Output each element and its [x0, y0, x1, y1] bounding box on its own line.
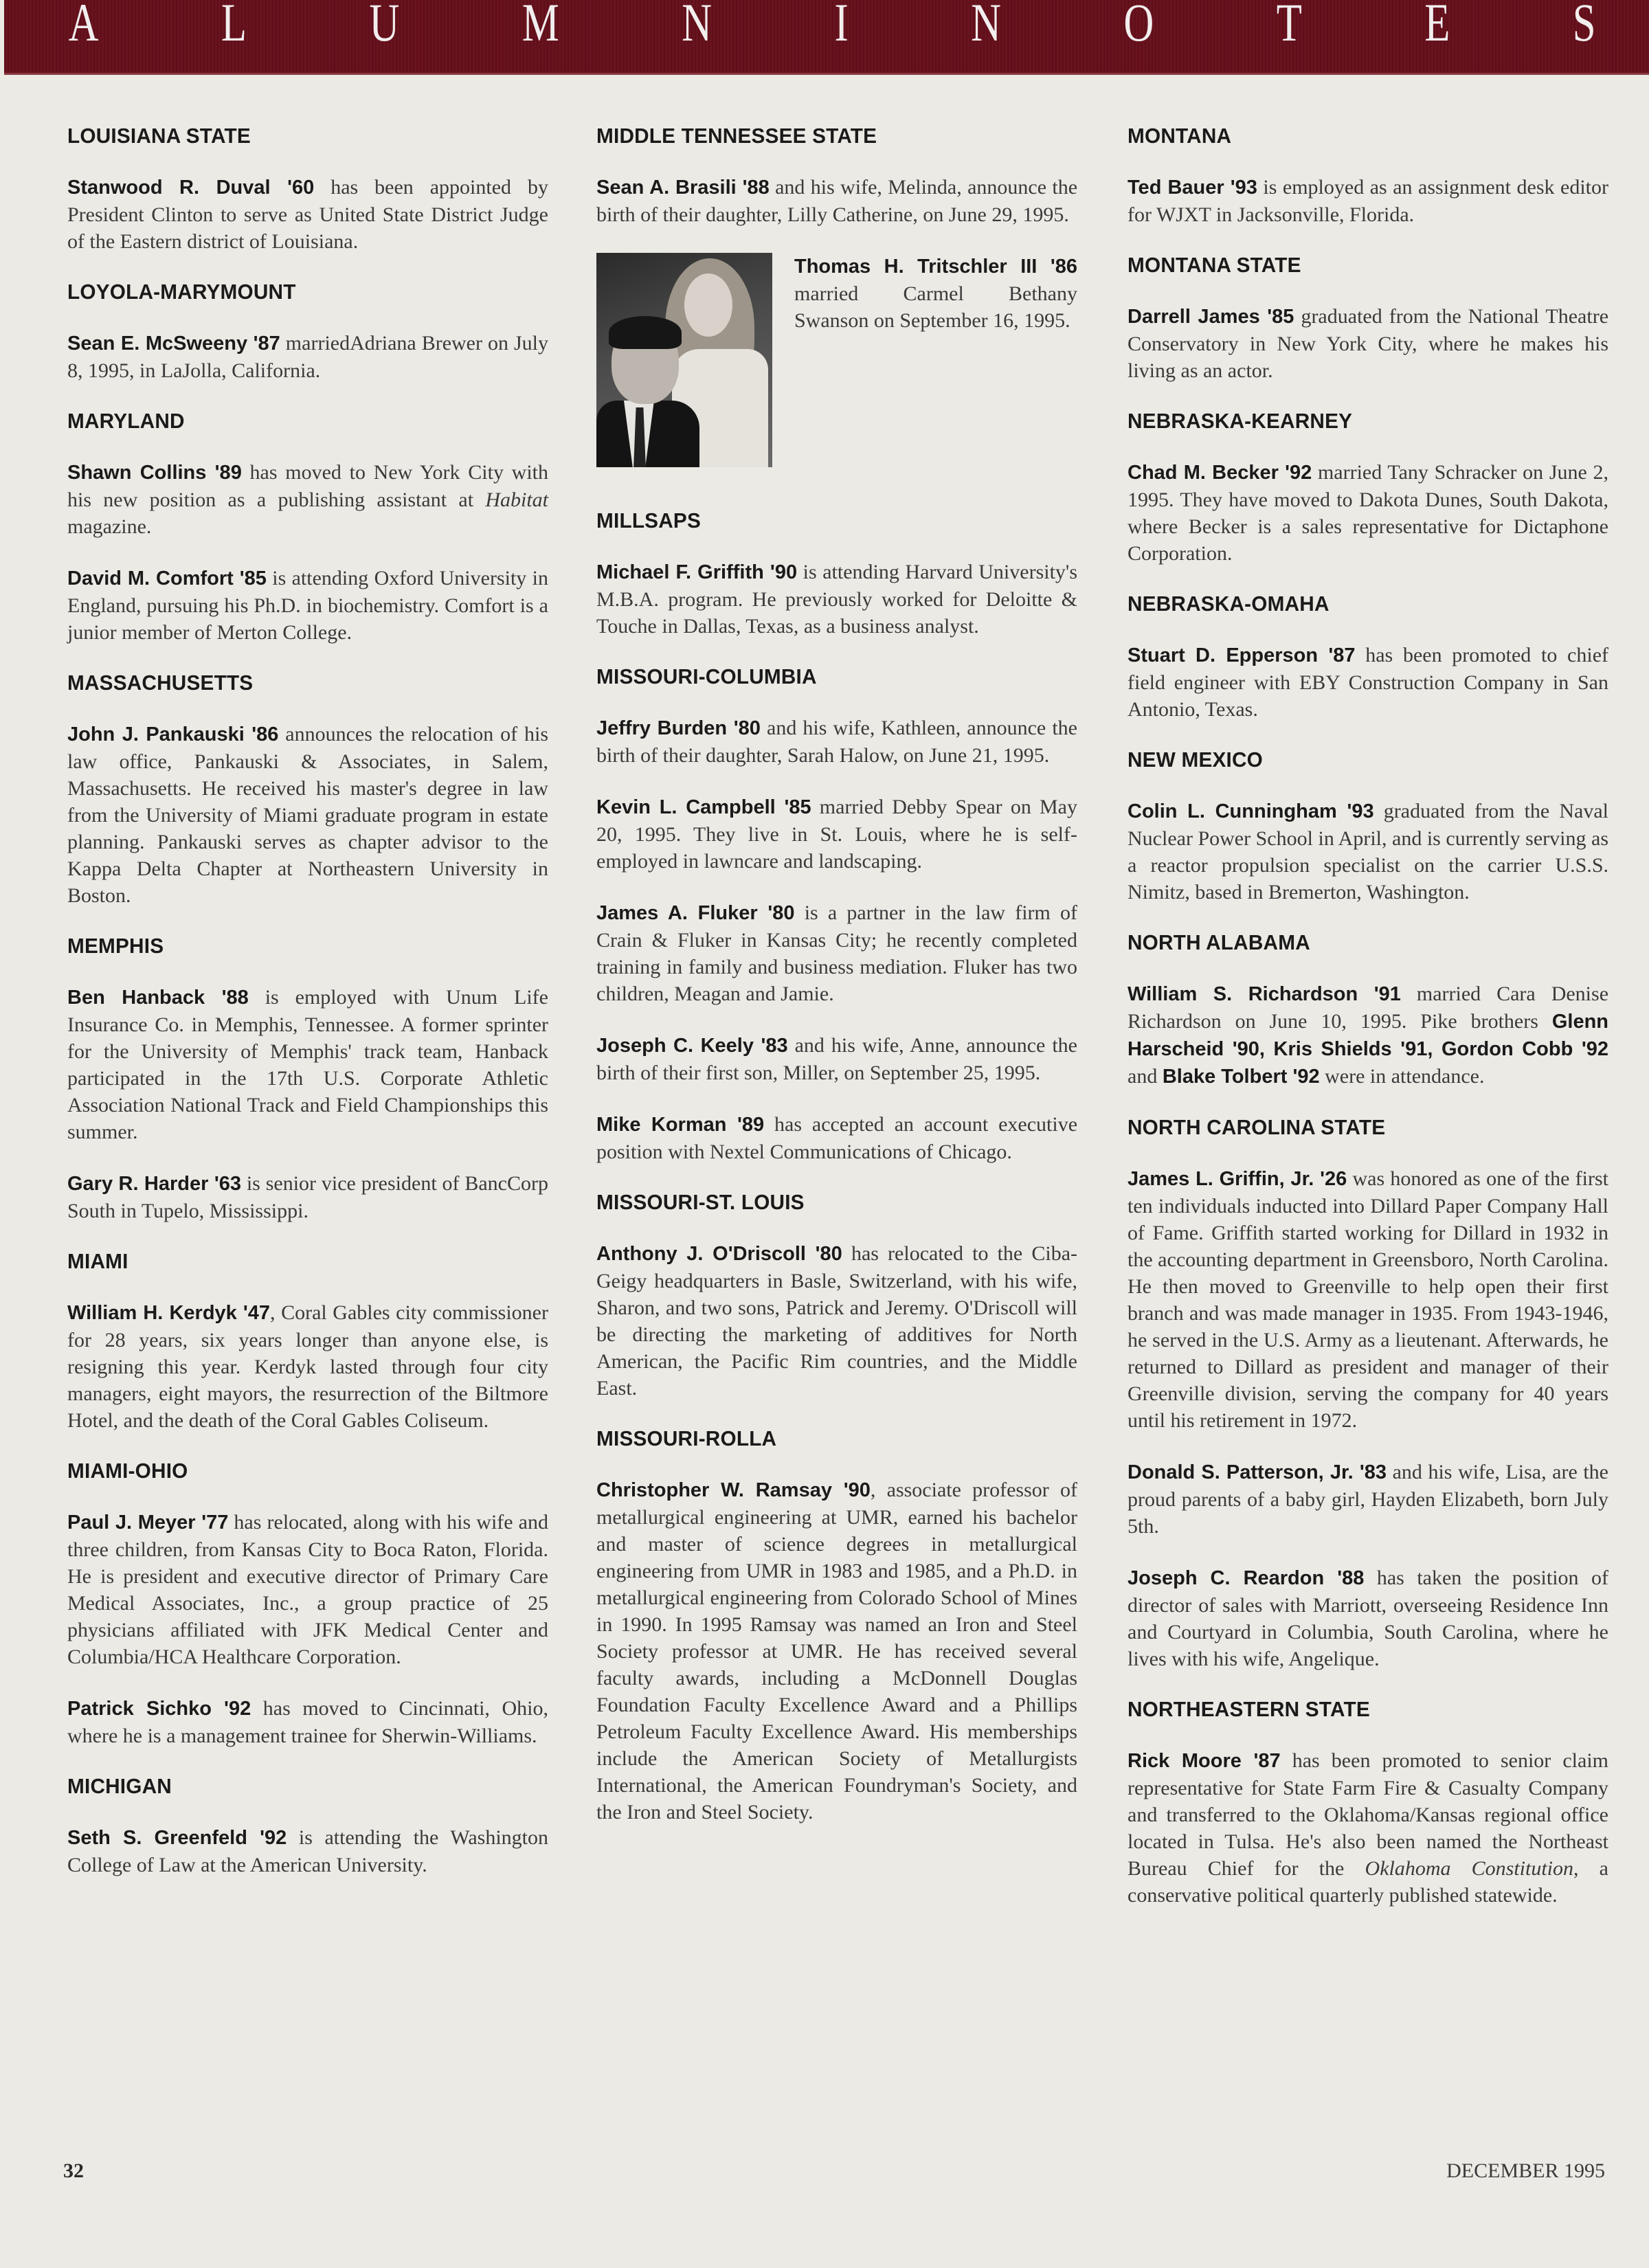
entry-text: graduated from the National Theatre Conservatory in New York City, where he makes his living as an actor.	[1128, 305, 1609, 382]
entry-text: announces the relocation of his law office, Pankauski & Associates, in Salem, Massachusetts. He received his master's degree in law from the University of Miami graduate program in estate planning. Pankauski serves as chapter advisor to the Kappa Delta Chapter at Northeastern University in Boston.	[67, 723, 548, 907]
alumni-name: William S. Richardson '91	[1128, 983, 1401, 1005]
entry-text: has relocated, along with his wife and three children, from Kansas City to Boca Raton, Florida. He is president and executive director of Primary Care Medical Associates, Inc., a group practice of 25 physicians affiliated with JFK Medical Center and Columbia/HCA Healthcare Corporation.	[67, 1511, 548, 1668]
alumni-name: Thomas H. Tritschler III '86	[794, 256, 1077, 278]
school-heading: MICHIGAN	[67, 1774, 172, 1798]
entry-text: has relocated to the Ciba-Geigy headquarters in Basle, Switzerland, with his wife, Sharon, and two sons, Patrick and Jeremy. O'Driscoll will be directing the marketing of additives for North American, the Pacific Rim countries, and the Middle East.	[596, 1242, 1077, 1400]
school-section	[67, 1774, 548, 1878]
alumni-entry	[596, 1240, 1077, 1402]
school-heading: NEBRASKA-OMAHA	[1128, 592, 1330, 616]
school-section	[596, 508, 1077, 640]
school-section	[67, 1249, 548, 1434]
entry-text: married Cara Denise Richardson on June 10, 1995. Pike brothers	[1128, 983, 1609, 1033]
entry-text: has been appointed by President Clinton to serve as United State District Judge of the Eastern district of Louisiana.	[67, 176, 549, 253]
school-heading: NEBRASKA-KEARNEY	[1128, 409, 1353, 433]
banner-letter: A	[68, 0, 99, 52]
alumni-entry	[67, 565, 548, 646]
column-2	[596, 124, 1077, 1850]
school-heading: MISSOURI-ROLLA	[596, 1426, 777, 1450]
alumni-name: Darrell James '85	[1128, 306, 1294, 328]
alumni-name: Mike Korman '89	[596, 1114, 765, 1136]
school-section	[67, 934, 548, 1224]
school-section	[67, 124, 548, 255]
alumni-name: James L. Griffin, Jr. '26	[1128, 1168, 1347, 1190]
alumni-entry	[596, 559, 1077, 640]
alumni-name: Sean A. Brasili '88	[596, 177, 770, 199]
school-section	[596, 1426, 1077, 1826]
entry-text: was honored as one of the first ten individuals inducted into Dillard Paper Company Hall of Fame. Griffith started working for Dillard in 1932 in the accounting department in Greensboro, North Carolina. He then moved to Greenville to help open their first branch and was made manager in 1935. From 1943-1946, he served in the U.S. Army as a lieutenant. Afterwards, he returned to Dillard as president and manager of their Greenville division, serving the company for 40 years until his retirement in 1972.	[1128, 1167, 1609, 1432]
alumni-entry	[67, 1170, 548, 1224]
alumni-entry	[67, 330, 548, 384]
school-section	[1128, 1697, 1608, 1909]
entry-text: , Coral Gables city commissioner for 28 years, six years longer than anyone else, is resigning this year. Kerdyk lasted through four city managers, eight mayors, the resurrection of the Biltmore Hotel, and the death of the Coral Gables Coliseum.	[67, 1301, 548, 1432]
alumni-name: Michael F. Griffith '90	[596, 561, 798, 583]
school-heading: NORTH ALABAMA	[1128, 930, 1310, 954]
banner-letter: U	[369, 0, 400, 52]
alumni-entry	[1128, 1564, 1608, 1672]
school-section	[596, 664, 1077, 1165]
school-section	[1128, 1115, 1608, 1672]
alumni-name: Colin L. Cunningham '93	[1128, 800, 1374, 822]
school-heading: MIAMI	[67, 1249, 128, 1273]
entry-text: were in attendance.	[1319, 1065, 1485, 1088]
school-section	[1128, 124, 1608, 228]
alumni-entry	[1128, 174, 1608, 228]
banner-letter: E	[1424, 0, 1450, 52]
alumni-entry	[596, 1477, 1077, 1826]
entry-text: has taken the position of director of sales with Marriott, overseeing Residence Inn and Courtyard in Columbia, South Carolina, where he lives with his wife, Angelique.	[1128, 1567, 1609, 1670]
entry-text: is attending Harvard University's M.B.A. program. He previously worked for Deloitte & Touche in Dallas, Texas, as a business analyst.	[596, 561, 1077, 638]
school-section	[67, 280, 548, 384]
entry-text: magazine.	[67, 515, 152, 538]
couple-photo	[596, 253, 772, 467]
alumni-entry	[596, 794, 1077, 875]
school-heading: MISSOURI-COLUMBIA	[596, 664, 817, 688]
school-heading: MIDDLE TENNESSEE STATE	[596, 124, 877, 148]
banner-title	[4, 0, 1612, 52]
school-heading: LOYOLA-MARYMOUNT	[67, 280, 296, 304]
banner-letter: N	[682, 0, 713, 52]
entry-text: is attending Oxford University in England, pursuing his Ph.D. in biochemistry. Comfort is a junior member of Merton College.	[67, 567, 548, 644]
school-heading: NORTHEASTERN STATE	[1128, 1697, 1370, 1721]
alumni-name: Sean E. McSweeny '87	[67, 333, 280, 355]
column-1	[67, 124, 548, 1903]
entry-text: and his wife, Kathleen, announce the birth of their daughter, Sarah Halow, on June 21, 1995.	[596, 717, 1077, 767]
entry-text: graduated from the Naval Nuclear Power School in April, and is currently serving as a reactor propulsion specialist on the carrier U.S.S. Nimitz, based in Bremerton, Washington.	[1128, 800, 1608, 903]
alumni-name: James A. Fluker '80	[596, 902, 795, 924]
school-section	[596, 124, 1077, 228]
alumni-name: Anthony J. O'Driscoll '80	[596, 1243, 842, 1265]
alumni-entry: Thomas H. Tritschler III '86 married Carmel Bethany Swanson on September 16, 1995.	[794, 256, 1077, 332]
section-banner	[4, 0, 1649, 73]
alumni-entry	[596, 1032, 1077, 1086]
alumni-entry	[1128, 642, 1608, 723]
school-heading: LOUISIANA STATE	[67, 124, 251, 148]
alumni-entry	[1128, 1165, 1608, 1434]
school-heading: NORTH CAROLINA STATE	[1128, 1115, 1386, 1139]
alumni-entry	[1128, 798, 1608, 906]
entry-text: is senior vice president of BancCorp South in Tupelo, Mississippi.	[67, 1172, 548, 1222]
alumni-name: David M. Comfort '85	[67, 568, 267, 590]
photo-entry	[596, 253, 1077, 467]
alumni-name: Glenn Harscheid '90, Kris Shields '91, Gordon Cobb '92	[1128, 1011, 1608, 1060]
alumni-entry	[596, 715, 1077, 769]
alumni-name: Seth S. Greenfeld '92	[67, 1827, 287, 1849]
entry-text: married Debby Spear on May 20, 1995. They live in St. Louis, where he is self-employed in lawncare and landscaping.	[596, 796, 1077, 873]
alumni-name: Chad M. Becker '92	[1128, 462, 1312, 484]
banner-letter: O	[1123, 0, 1154, 52]
alumni-entry	[67, 1824, 548, 1878]
entry-text: is employed with Unum Life Insurance Co. in Memphis, Tennessee. A former sprinter for the University of Memphis' track team, Hanback participated in the 17th U.S. Corporate Athletic Association National Track and Field Championships this summer.	[67, 986, 548, 1143]
entry-text: marriedAdriana Brewer on July 8, 1995, in LaJolla, California.	[67, 332, 548, 382]
entry-text: and his wife, Anne, announce the birth of their first son, Miller, on September 25, 1995.	[596, 1034, 1077, 1084]
school-heading: NEW MEXICO	[1128, 748, 1264, 772]
banner-letter: I	[834, 0, 849, 52]
entry-text: has been promoted to senior claim representative for State Farm Fire & Casualty Company and transferred to the Oklahoma/Kansas regional office located in Tulsa. He's also been named the Northeast Bureau Chief for the	[1128, 1749, 1608, 1880]
alumni-name: William H. Kerdyk '47	[67, 1302, 271, 1324]
alumni-entry	[67, 721, 548, 909]
school-heading: MONTANA STATE	[1128, 253, 1301, 277]
publication-title: Habitat	[485, 489, 548, 511]
banner-letter: T	[1276, 0, 1302, 52]
alumni-name: Ben Hanback '88	[67, 987, 249, 1009]
entry-text: married Tany Schracker on June 2, 1995. They have moved to Dakota Dunes, South Dakota, where Becker is a sales representative for Dictaphone Corporation.	[1128, 461, 1609, 565]
alumni-entry	[67, 174, 548, 255]
school-heading: MISSOURI-ST. LOUIS	[596, 1190, 805, 1214]
banner-letter: N	[971, 0, 1002, 52]
banner-letter: S	[1572, 0, 1596, 52]
alumni-entry	[1128, 1747, 1608, 1909]
alumni-name: Christopher W. Ramsay '90	[596, 1479, 871, 1501]
alumni-name: Blake Tolbert '92	[1162, 1066, 1320, 1088]
school-heading: MIAMI-OHIO	[67, 1459, 188, 1483]
banner-letter: M	[521, 0, 559, 52]
entry-text: is attending the Washington College of Law at the American University.	[67, 1826, 548, 1876]
school-heading: MEMPHIS	[67, 934, 164, 958]
school-section	[67, 671, 548, 909]
alumni-entry	[596, 899, 1077, 1007]
alumni-entry	[67, 1509, 548, 1670]
entry-text: and his wife, Melinda, announce the birth of their daughter, Lilly Catherine, on June 29, 1995.	[596, 176, 1078, 226]
alumni-name: Kevin L. Campbell '85	[596, 796, 811, 818]
school-section	[1128, 748, 1608, 906]
school-section	[1128, 409, 1608, 567]
alumni-name: Gary R. Harder '63	[67, 1173, 241, 1195]
alumni-entry	[67, 1695, 548, 1749]
issue-date: DECEMBER 1995	[1446, 2159, 1605, 2182]
school-heading: MARYLAND	[67, 409, 185, 433]
entry-text: has moved to Cincinnati, Ohio, where he is a management trainee for Sherwin-Williams.	[67, 1697, 548, 1747]
alumni-entry	[596, 174, 1077, 228]
alumni-entry	[1128, 980, 1608, 1090]
school-heading: MILLSAPS	[596, 508, 701, 532]
school-heading: MONTANA	[1128, 124, 1232, 148]
entry-text: has been promoted to chief field engineer with EBY Construction Company in San Antonio, Texas.	[1128, 644, 1608, 721]
school-section	[1128, 253, 1608, 384]
entry-text: , a conservative political quarterly published statewide.	[1128, 1857, 1608, 1907]
alumni-entry	[596, 1111, 1077, 1165]
publication-title: Oklahoma Constitution	[1365, 1857, 1574, 1880]
alumni-name: Rick Moore '87	[1128, 1750, 1281, 1772]
column-3	[1128, 124, 1608, 1933]
alumni-name: Joseph C. Reardon '88	[1128, 1567, 1365, 1589]
school-section	[596, 1190, 1077, 1402]
page-number: 32	[63, 2159, 84, 2182]
alumni-entry	[1128, 459, 1608, 567]
school-section	[1128, 930, 1608, 1090]
alumni-name: Stuart D. Epperson '87	[1128, 644, 1356, 666]
entry-text: and his wife, Lisa, are the proud parents of a baby girl, Hayden Elizabeth, born July 5th.	[1128, 1461, 1608, 1538]
alumni-name: John J. Pankauski '86	[67, 723, 279, 745]
alumni-name: Patrick Sichko '92	[67, 1698, 251, 1720]
entry-text: has moved to New York City with his new position as a publishing assistant at	[67, 461, 548, 511]
entry-text: has accepted an account executive position with Nextel Communications of Chicago.	[596, 1113, 1078, 1163]
entry-text: is employed as an assignment desk editor for WJXT in Jacksonville, Florida.	[1128, 176, 1608, 226]
alumni-entry	[1128, 1459, 1608, 1540]
entry-text: , associate professor of metallurgical engineering at UMR, earned his bachelor and master of science degrees in metallurgical engineering from UMR in 1983 and 1985, and a Ph.D. in metallurgical engineering from Colorado School of Mines in 1990. In 1995 Ramsay was named an Iron and Steel Society professor at UMR. He has received several faculty awards, including a McDonnell Douglas Foundation Faculty Excellence Award and a Phillips Petroleum Faculty Excellence Award. His memberships include the American Society of Metallurgists International, the American Foundryman's Society, and the Iron and Steel Society.	[596, 1479, 1077, 1823]
alumni-name: Paul J. Meyer '77	[67, 1512, 229, 1534]
entry-text: is a partner in the law firm of Crain & Fluker in Kansas City; he recently completed training in family and business mediation. Fluker has two children, Meagan and Jamie.	[596, 901, 1077, 1005]
banner-letter: L	[221, 0, 247, 52]
alumni-name: Donald S. Patterson, Jr. '83	[1128, 1461, 1387, 1483]
alumni-entry	[67, 984, 548, 1145]
school-section	[1128, 592, 1608, 723]
alumni-name: Shawn Collins '89	[67, 462, 242, 484]
school-heading: MASSACHUSETTS	[67, 671, 254, 695]
alumni-entry	[1128, 303, 1608, 384]
alumni-name: Stanwood R. Duval '60	[67, 177, 315, 199]
school-section	[67, 409, 548, 646]
alumni-entry	[67, 459, 548, 540]
alumni-name: Jeffry Burden '80	[596, 717, 761, 739]
entry-text: and	[1128, 1065, 1163, 1088]
alumni-name: Ted Bauer '93	[1128, 177, 1257, 199]
alumni-entry	[67, 1299, 548, 1434]
alumni-name: Joseph C. Keely '83	[596, 1035, 788, 1057]
school-section	[67, 1459, 548, 1749]
